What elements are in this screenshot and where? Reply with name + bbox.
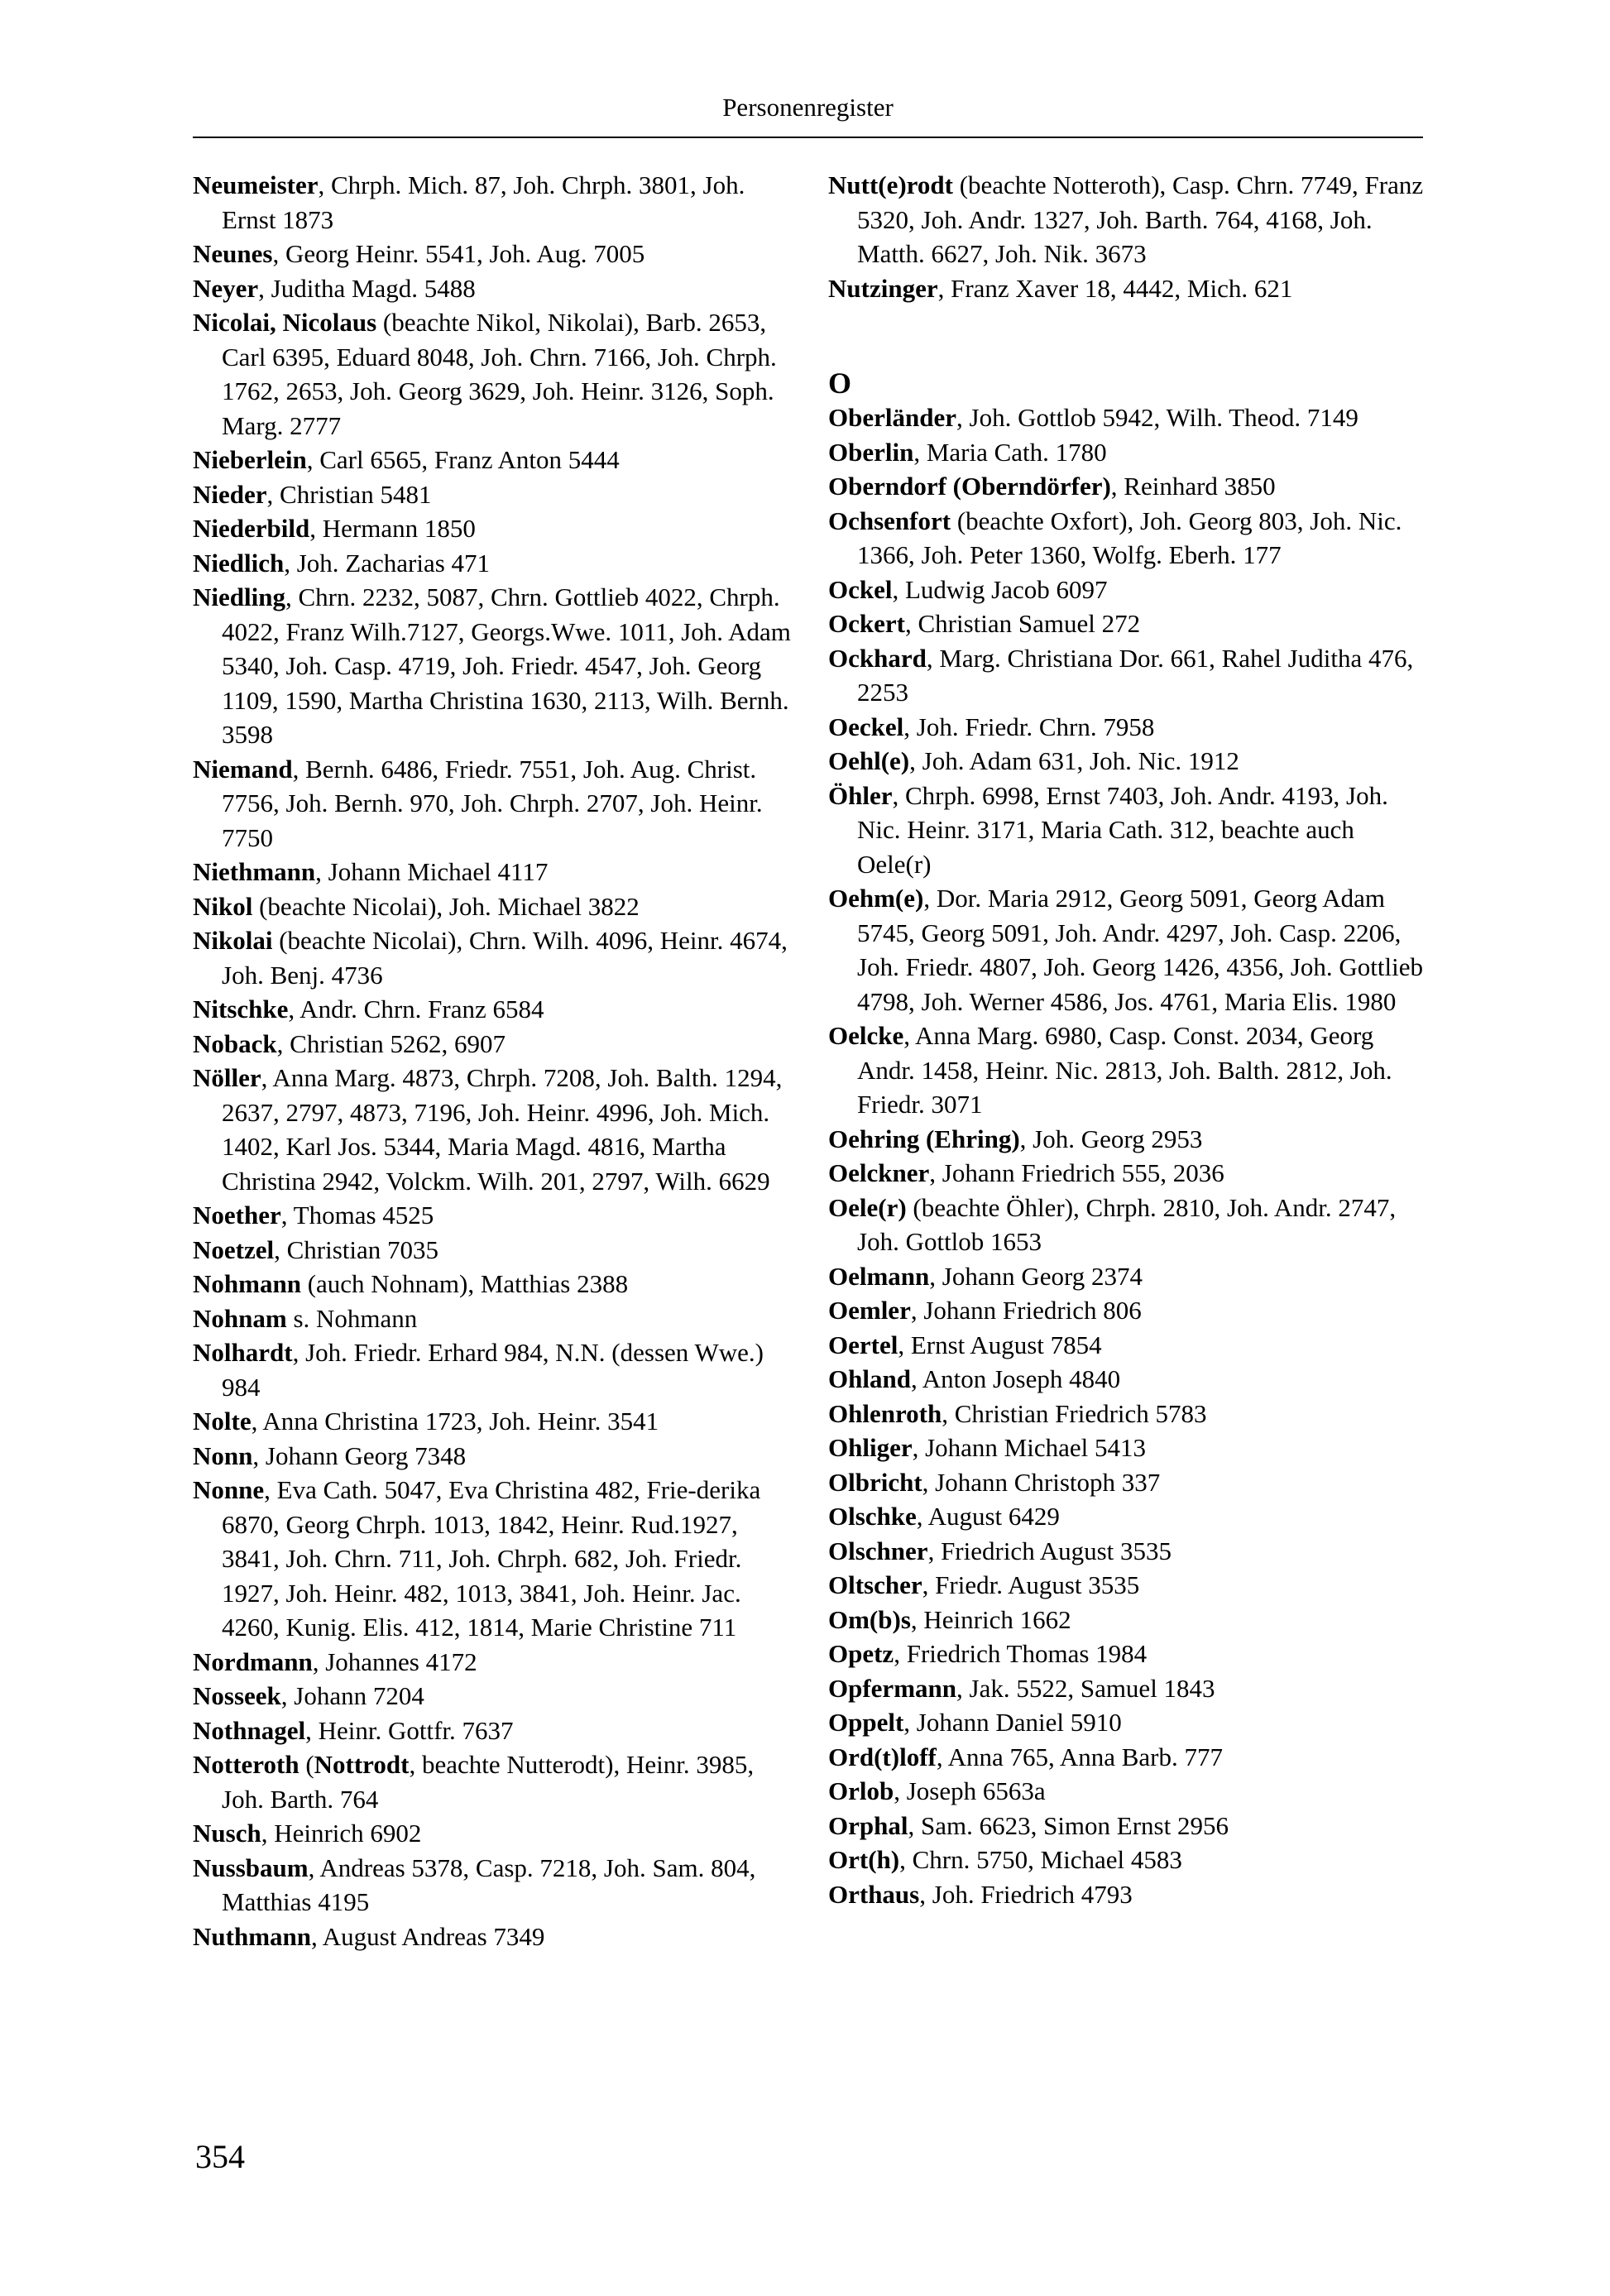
entry-surname: Olbricht bbox=[828, 1467, 922, 1497]
entry-references: , Jak. 5522, Samuel 1843 bbox=[956, 1673, 1215, 1703]
entry-references: , Joh. Zacharias 471 bbox=[284, 548, 491, 578]
entry-surname: Ort(h) bbox=[828, 1845, 900, 1874]
index-entry bbox=[193, 1439, 797, 1474]
entry-references: , Christian Samuel 272 bbox=[904, 609, 1141, 638]
running-head: Personenregister bbox=[722, 93, 894, 122]
entry-surname: Niethmann bbox=[193, 857, 316, 886]
entry-references: (beachte Nicolai), Chrn. Wilh. 4096, Heinr. 4674, Joh. Benj. 4736 bbox=[222, 926, 788, 990]
entry-surname: Nussbaum bbox=[193, 1853, 309, 1882]
entry-references: , Christian 5262, 6907 bbox=[276, 1028, 506, 1058]
index-entry bbox=[828, 1431, 1432, 1465]
entry-surname: Neumeister bbox=[193, 170, 319, 199]
index-entry bbox=[828, 1809, 1432, 1843]
entry-surname: Nutt(e)rodt bbox=[828, 170, 953, 199]
entry-references: , Andreas 5378, Casp. 7218, Joh. Sam. 804, Matthias 4195 bbox=[222, 1853, 756, 1916]
index-entry bbox=[828, 400, 1432, 435]
index-entry bbox=[193, 1198, 797, 1233]
entry-references: , Anna Christina 1723, Joh. Heinr. 3541 bbox=[251, 1407, 659, 1436]
entry-surname: Niedling bbox=[193, 582, 285, 611]
entry-surname: Ockert bbox=[828, 609, 905, 638]
header-rule bbox=[193, 137, 1423, 138]
entry-references: s. Nohmann bbox=[286, 1303, 418, 1333]
entry-surname: Neunes bbox=[193, 239, 273, 268]
index-entry bbox=[828, 1328, 1432, 1363]
index-entry bbox=[828, 1397, 1432, 1431]
index-entry bbox=[828, 1293, 1432, 1328]
index-entry bbox=[828, 1191, 1432, 1259]
entry-surname: Nieberlein bbox=[193, 445, 307, 474]
entry-references: , August Andreas 7349 bbox=[311, 1921, 545, 1951]
index-entry bbox=[193, 1714, 797, 1748]
entry-surname: Nosseek bbox=[193, 1681, 281, 1710]
index-entry bbox=[193, 1473, 797, 1645]
index-entry bbox=[828, 469, 1432, 504]
entry-surname: Orthaus bbox=[828, 1879, 920, 1909]
index-entry bbox=[193, 752, 797, 856]
entry-surname: Nonn bbox=[193, 1440, 253, 1470]
entry-references: , Andr. Chrn. Franz 6584 bbox=[288, 995, 544, 1023]
entry-surname: Öhler bbox=[828, 780, 893, 810]
entry-references: , Chrn. 5750, Michael 4583 bbox=[899, 1845, 1182, 1874]
entry-surname: Ockel bbox=[828, 574, 893, 604]
entry-references: , Juditha Magd. 5488 bbox=[258, 273, 476, 303]
entry-references: , August 6429 bbox=[916, 1502, 1060, 1531]
entry-references: , Maria Cath. 1780 bbox=[913, 437, 1107, 467]
index-entry bbox=[193, 1645, 797, 1680]
entry-references: , Friedrich Thomas 1984 bbox=[894, 1639, 1148, 1668]
entry-references: , Christian Friedrich 5783 bbox=[942, 1398, 1207, 1428]
entry-surname: Nusch bbox=[193, 1819, 261, 1848]
entry-surname: Nutzinger bbox=[828, 273, 938, 303]
entry-references: , Thomas 4525 bbox=[280, 1201, 434, 1229]
entry-references: , Hermann 1850 bbox=[309, 514, 476, 543]
entry-surname: Neyer bbox=[193, 273, 259, 303]
entry-references: , Anton Joseph 4840 bbox=[910, 1364, 1121, 1393]
index-entry bbox=[828, 1156, 1432, 1191]
index-entry bbox=[193, 305, 797, 443]
index-entry bbox=[828, 641, 1432, 710]
index-entry bbox=[193, 1335, 797, 1404]
entry-surname: Nikol bbox=[193, 891, 253, 921]
entry-references: (Nottrodt, beachte Nutterodt), Heinr. 3985, Joh. Barth. 764 bbox=[222, 1750, 755, 1814]
entry-surname: Ohland bbox=[828, 1364, 911, 1393]
index-entry bbox=[828, 1740, 1432, 1775]
entry-references: , Joseph 6563a bbox=[894, 1776, 1046, 1805]
index-entry bbox=[828, 606, 1432, 641]
index-entry bbox=[193, 1301, 797, 1336]
entry-surname: Oelckner bbox=[828, 1158, 930, 1187]
index-entry bbox=[828, 1671, 1432, 1706]
index-entry bbox=[193, 237, 797, 271]
entry-surname: Noether bbox=[193, 1201, 281, 1229]
index-entry bbox=[193, 1027, 797, 1062]
entry-surname: Olschner bbox=[828, 1536, 928, 1565]
entry-references: , Johann 7204 bbox=[280, 1681, 424, 1710]
entry-references: , Anna Marg. 4873, Chrph. 7208, Joh. Balth. 1294, 2637, 2797, 4873, 7196, Joh. Heinr. 4996, Joh. Mich. 1402, Karl Jos. 5344, Maria Magd. 4816, Martha Christina 2942, Volckm. Wilh. 201, 2797, Wilh. 6629 bbox=[222, 1063, 783, 1196]
entry-surname: Notteroth bbox=[193, 1750, 299, 1779]
entry-references: , Chrph. Mich. 87, Joh. Chrph. 3801, Joh. Ernst 1873 bbox=[222, 170, 745, 234]
entry-references: , Carl 6565, Franz Anton 5444 bbox=[306, 445, 620, 474]
entry-surname: Ohliger bbox=[828, 1433, 913, 1462]
entry-surname: Olschke bbox=[828, 1502, 917, 1531]
entry-surname: Oberländer bbox=[828, 403, 956, 432]
entry-surname: Nordmann bbox=[193, 1647, 313, 1676]
index-entry bbox=[828, 1499, 1432, 1534]
index-entry bbox=[193, 168, 797, 237]
entry-references: , Anna Marg. 6980, Casp. Const. 2034, Georg Andr. 1458, Heinr. Nic. 2813, Joh. Balth. 2812, Joh. Friedr. 3071 bbox=[857, 1021, 1392, 1119]
entry-surname: Niederbild bbox=[193, 514, 310, 543]
entry-surname: Ockhard bbox=[828, 643, 927, 673]
index-entry bbox=[828, 1774, 1432, 1809]
entry-references: , Friedrich August 3535 bbox=[927, 1536, 1172, 1565]
entry-references: , Johannes 4172 bbox=[312, 1647, 477, 1676]
index-entry bbox=[828, 573, 1432, 607]
entry-references: (beachte Nicolai), Joh. Michael 3822 bbox=[252, 891, 640, 921]
index-entry bbox=[828, 271, 1432, 306]
index-entry bbox=[193, 443, 797, 477]
entry-references: , Heinr. Gottfr. 7637 bbox=[305, 1715, 514, 1745]
index-entry bbox=[193, 1747, 797, 1816]
index-entry bbox=[828, 1019, 1432, 1122]
entry-references: , Johann Georg 2374 bbox=[929, 1261, 1143, 1291]
entry-references: , Dor. Maria 2912, Georg 5091, Georg Adam 5745, Georg 5091, Joh. Andr. 4297, Joh. Casp. 2206, Joh. Friedr. 4807, Joh. Georg 1426, 4356, Joh. Gottlieb 4798, Joh. Werner 4586, Jos. 4761, Maria Elis. 1980 bbox=[857, 884, 1423, 1016]
index-entry bbox=[828, 504, 1432, 573]
index-entry bbox=[828, 1637, 1432, 1671]
entry-references: , Sam. 6623, Simon Ernst 2956 bbox=[908, 1810, 1229, 1840]
index-entry bbox=[193, 1061, 797, 1198]
entry-surname: Orphal bbox=[828, 1810, 908, 1840]
entry-surname: Niemand bbox=[193, 754, 293, 784]
entry-references: (beachte Nikol, Nikolai), Barb. 2653, Carl 6395, Eduard 8048, Joh. Chrn. 7166, Joh. Chrph. 1762, 2653, Joh. Georg 3629, Joh. Heinr. 3126, Soph. Marg. 2777 bbox=[222, 308, 777, 440]
index-entry bbox=[193, 889, 797, 924]
entry-references: , Reinhard 3850 bbox=[1110, 472, 1276, 501]
index-entry bbox=[828, 1465, 1432, 1500]
index-entry bbox=[828, 710, 1432, 745]
index-entry bbox=[828, 435, 1432, 470]
entry-surname: Oberlin bbox=[828, 437, 914, 467]
entry-surname: Nothnagel bbox=[193, 1715, 306, 1745]
index-entry bbox=[193, 580, 797, 752]
entry-surname: Nolte bbox=[193, 1407, 252, 1436]
entry-surname: Nohnam bbox=[193, 1303, 287, 1333]
entry-surname: Opetz bbox=[828, 1639, 894, 1668]
entry-references: , Johann Friedrich 806 bbox=[910, 1296, 1142, 1325]
entry-references: , Ernst August 7854 bbox=[898, 1330, 1102, 1359]
entry-surname: Nieder bbox=[193, 479, 267, 509]
page-number: 354 bbox=[195, 2138, 245, 2175]
entry-references: , Joh. Friedr. Erhard 984, N.N. (dessen Wwe.) 984 bbox=[222, 1338, 764, 1402]
index-entry bbox=[193, 477, 797, 512]
entry-surname: Oertel bbox=[828, 1330, 898, 1359]
entry-references: , Bernh. 6486, Friedr. 7551, Joh. Aug. Christ. 7756, Joh. Bernh. 970, Joh. Chrph. 2707, Joh. Heinr. 7750 bbox=[222, 754, 763, 852]
entry-surname: Oehring (Ehring) bbox=[828, 1124, 1020, 1153]
entry-surname: Nonne bbox=[193, 1475, 265, 1504]
entry-references: , Johann Georg 7348 bbox=[252, 1440, 467, 1470]
entry-surname: Oppelt bbox=[828, 1708, 904, 1737]
index-entry bbox=[193, 855, 797, 889]
index-entry bbox=[828, 1362, 1432, 1397]
entry-surname: Oelmann bbox=[828, 1261, 930, 1291]
index-entry bbox=[828, 1705, 1432, 1740]
entry-surname: Opfermann bbox=[828, 1673, 956, 1703]
entry-references: , Franz Xaver 18, 4442, Mich. 621 bbox=[937, 273, 1293, 303]
entry-surname: Noback bbox=[193, 1028, 277, 1058]
entry-references: , Heinrich 6902 bbox=[261, 1819, 422, 1848]
index-entry bbox=[193, 1920, 797, 1954]
entry-surname: Nikolai bbox=[193, 926, 273, 955]
entry-references: (beachte Oxfort), Joh. Georg 803, Joh. Nic. 1366, Joh. Peter 1360, Wolfg. Eberh. 177 bbox=[857, 506, 1402, 569]
index-column-left bbox=[193, 168, 797, 1953]
entry-references: , Chrn. 2232, 5087, Chrn. Gottlieb 4022, Chrph. 4022, Franz Wilh.7127, Georgs.Wwe. 1011, Joh. Adam 5340, Joh. Casp. 4719, Joh. Friedr. 4547, Joh. Georg 1109, 1590, Martha Christina 1630, 2113, Wilh. Bernh. 3598 bbox=[222, 582, 791, 749]
index-entry bbox=[828, 744, 1432, 779]
index-entry bbox=[193, 1233, 797, 1268]
index-entry bbox=[828, 168, 1432, 271]
entry-surname: Oeckel bbox=[828, 712, 904, 741]
entry-references: , Joh. Georg 2953 bbox=[1019, 1124, 1203, 1153]
index-entry bbox=[828, 1534, 1432, 1569]
entry-surname: Oemler bbox=[828, 1296, 911, 1325]
entry-surname: Oelcke bbox=[828, 1021, 904, 1050]
entry-references: , Joh. Adam 631, Joh. Nic. 1912 bbox=[909, 746, 1239, 775]
entry-surname: Noetzel bbox=[193, 1234, 275, 1264]
entry-references: , Johann Michael 5413 bbox=[912, 1433, 1146, 1462]
entry-references: , Georg Heinr. 5541, Joh. Aug. 7005 bbox=[272, 239, 645, 268]
entry-references: , Heinrich 1662 bbox=[910, 1604, 1071, 1634]
entry-surname: Nicolai, Nicolaus bbox=[193, 308, 377, 337]
index-entry bbox=[193, 923, 797, 992]
entry-surname: Oele(r) bbox=[828, 1192, 907, 1222]
entry-references: (auch Nohnam), Matthias 2388 bbox=[300, 1269, 629, 1298]
entry-surname: Om(b)s bbox=[828, 1604, 911, 1634]
entry-surname: Nöller bbox=[193, 1063, 261, 1092]
index-entry bbox=[828, 1603, 1432, 1637]
entry-surname: Niedlich bbox=[193, 548, 285, 578]
index-entry bbox=[193, 546, 797, 581]
index-entry bbox=[193, 1404, 797, 1439]
entry-surname: Nuthmann bbox=[193, 1921, 311, 1951]
entries-n-continued bbox=[828, 168, 1432, 305]
entry-references: , Johann Christoph 337 bbox=[922, 1467, 1161, 1497]
index-entry bbox=[193, 271, 797, 306]
entry-surname: Ohlenroth bbox=[828, 1398, 942, 1428]
entry-surname: Orlob bbox=[828, 1776, 894, 1805]
entry-references: , Joh. Friedr. Chrn. 7958 bbox=[903, 712, 1155, 741]
entries-o bbox=[828, 400, 1432, 1911]
entry-surname: Oltscher bbox=[828, 1570, 922, 1599]
index-entry bbox=[193, 992, 797, 1027]
entry-surname: Nolhardt bbox=[193, 1338, 293, 1367]
section-letter-heading: O bbox=[828, 366, 852, 400]
entry-references: , Friedr. August 3535 bbox=[922, 1570, 1140, 1599]
entry-references: , Johann Daniel 5910 bbox=[903, 1708, 1122, 1737]
entry-references: , Ludwig Jacob 6097 bbox=[892, 574, 1108, 604]
entry-references: , Joh. Gottlob 5942, Wilh. Theod. 7149 bbox=[956, 403, 1358, 432]
index-entry bbox=[828, 881, 1432, 1019]
entry-references: , Eva Cath. 5047, Eva Christina 482, Frie-derika 6870, Georg Chrph. 1013, 1842, Heinr. Rud.1927, 3841, Joh. Chrn. 711, Joh. Chrph. 682, Joh. Friedr. 1927, Joh. Heinr. 482, 1013, 3841, Joh. Heinr. Jac. 4260, Kunig. Elis. 412, 1814, Marie Christine 711 bbox=[222, 1475, 761, 1642]
entry-references: , Joh. Friedrich 4793 bbox=[919, 1879, 1133, 1909]
entry-references: , Christian 5481 bbox=[266, 479, 432, 509]
index-entry bbox=[193, 1679, 797, 1714]
entry-references: , Christian 7035 bbox=[274, 1234, 439, 1264]
index-entry bbox=[828, 1259, 1432, 1294]
entry-surname: Oehl(e) bbox=[828, 746, 910, 775]
index-entry bbox=[193, 1816, 797, 1851]
entry-surname: Ochsenfort bbox=[828, 506, 951, 535]
index-entry bbox=[828, 1877, 1432, 1912]
entry-surname: Nohmann bbox=[193, 1269, 301, 1298]
entry-references: , Chrph. 6998, Ernst 7403, Joh. Andr. 4193, Joh. Nic. Heinr. 3171, Maria Cath. 312, beachte auch Oele(r) bbox=[857, 780, 1388, 879]
entry-surname: Ord(t)loff bbox=[828, 1742, 937, 1771]
index-entry bbox=[828, 1122, 1432, 1157]
index-entry bbox=[828, 1568, 1432, 1603]
index-column-right bbox=[828, 168, 1432, 1911]
entry-references: , Johann Michael 4117 bbox=[315, 857, 549, 886]
entry-surname: Oberndorf (Oberndörfer) bbox=[828, 472, 1111, 501]
index-entry bbox=[828, 1843, 1432, 1877]
entry-surname: Nitschke bbox=[193, 995, 289, 1023]
entry-references: , Anna 765, Anna Barb. 777 bbox=[936, 1742, 1223, 1771]
index-entry bbox=[193, 1851, 797, 1920]
entry-references: (beachte Öhler), Chrph. 2810, Joh. Andr. 2747, Joh. Gottlob 1653 bbox=[857, 1192, 1397, 1256]
entry-references: , Johann Friedrich 555, 2036 bbox=[929, 1158, 1224, 1187]
entry-surname: Oehm(e) bbox=[828, 884, 924, 913]
entry-references: , Marg. Christiana Dor. 661, Rahel Juditha 476, 2253 bbox=[857, 643, 1414, 707]
index-entry bbox=[193, 511, 797, 546]
index-entry bbox=[193, 1267, 797, 1301]
entry-references: (beachte Notteroth), Casp. Chrn. 7749, Franz 5320, Joh. Andr. 1327, Joh. Barth. 764, 4168, Joh. Matth. 6627, Joh. Nik. 3673 bbox=[857, 170, 1424, 268]
index-entry bbox=[828, 779, 1432, 882]
